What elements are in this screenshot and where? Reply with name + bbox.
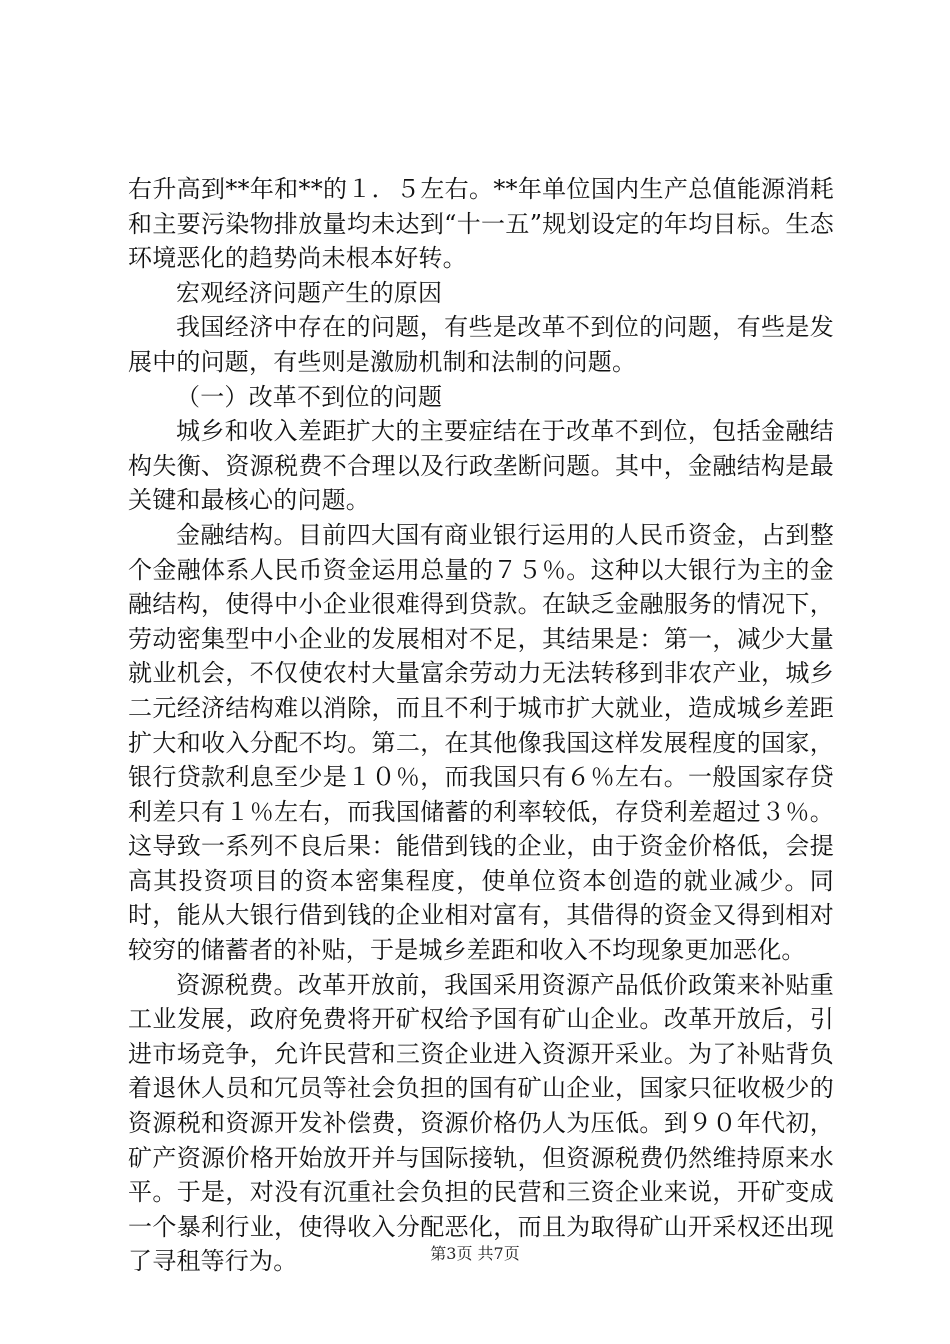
paragraph-reform: 城乡和收入差距扩大的主要症结在于改革不到位，包括金融结构失衡、资源税费不合理以及行政垄断问题。其中，金融结构是最关键和最核心的问题。 xyxy=(128,417,834,515)
paragraph-continuation: 右升高到**年和**的１．５左右。**年单位国内生产总值能源消耗和主要污染物排放量均未达到“十一五”规划设定的年均目标。生态环境恶化的趋势尚未根本好转。 xyxy=(128,175,834,273)
paragraph-financial-structure: 金融结构。目前四大国有商业银行运用的人民币资金，占到整个金融体系人民币资金运用总量的７５％。这种以大银行为主的金融结构，使得中小企业很难得到贷款。在缺乏金融服务的情况下，劳动密集型中小企业的发展相对不足，其结果是：第一，减少大量就业机会，不仅使农村大量富余劳动力无法转移到非农产业，城乡二元经济结构难以消除，而且不利于城市扩大就业，造成城乡差距扩大和收入分配不均。第二，在其他像我国这样发展程度的国家，银行贷款利息至少是１０％，而我国只有６％左右。一般国家存贷利差只有１％左右，而我国储蓄的利率较低，存贷利差超过３％。这导致一系列不良后果：能借到钱的企业，由于资金价格低，会提高其投资项目的资本密集程度，使单位资本创造的就业减少。同时，能从大银行借到钱的企业相对富有，其借得的资金又得到相对较穷的储蓄者的补贴，于是城乡差距和收入不均现象更加恶化。 xyxy=(128,520,834,965)
page-number-footer: 第3页 共7页 xyxy=(430,1244,520,1263)
paragraph-resource-taxes: 资源税费。改革开放前，我国采用资源产品低价政策来补贴重工业发展，政府免费将开矿权给予国有矿山企业。改革开放后，引进市场竞争，允许民营和三资企业进入资源开采业。为了补贴背负着退休人员和冗员等社会负担的国有矿山企业，国家只征收极少的资源税和资源开发补偿费，资源价格仍人为压低。到９０年代初，矿产资源价格开始放开并与国际接轨，但资源税费仍然维持原来水平。于是，对没有沉重社会负担的民营和三资企业来说，开矿变成一个暴利行业，使得收入分配恶化，而且为取得矿山开采权还出现了寻租等行为。 xyxy=(128,970,834,1276)
paragraph-intro: 我国经济中存在的问题，有些是改革不到位的问题，有些是发展中的问题，有些则是激励机制和法制的问题。 xyxy=(128,313,834,376)
document-body xyxy=(128,172,834,1279)
section-heading: 宏观经济问题产生的原因 xyxy=(176,278,443,307)
subsection-heading: （一）改革不到位的问题 xyxy=(176,382,443,411)
